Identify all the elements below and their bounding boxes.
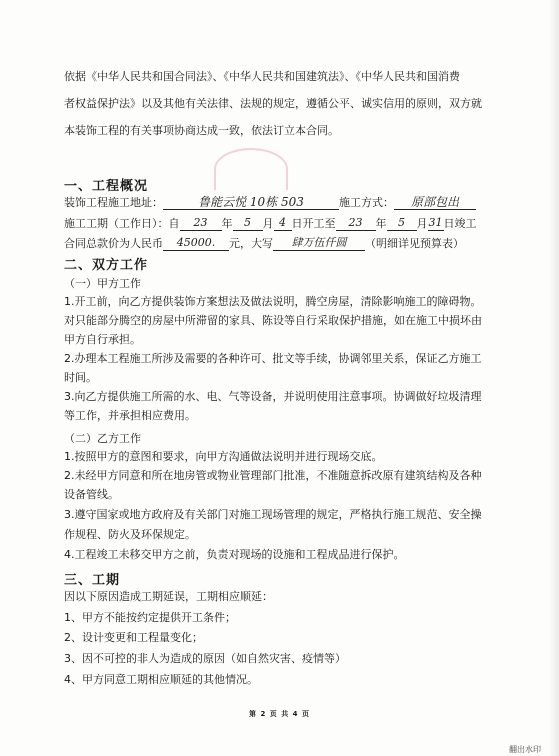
address-row xyxy=(64,195,476,210)
page-number: 第 2 页 共 4 页 xyxy=(249,710,310,718)
section-3-title: 三、工期 xyxy=(64,573,121,588)
year-label-2: 年 xyxy=(375,217,387,230)
end-suffix: 日竣工 xyxy=(443,217,477,230)
party-b-line: 4.工程竣工未移交甲方之前，负责对现场的设施和工程成品进行保护。 xyxy=(64,548,405,561)
party-a-line: 对只能部分腾空的房屋中所滞留的家具、陈设等自行采取保护措施，如在施工中损坏由 xyxy=(64,314,482,327)
address-label: 装饰工程施工地址： xyxy=(64,196,163,209)
party-b-line: 设备管线。 xyxy=(64,488,119,501)
party-b-line: 2.未经甲方同意和所在地房管或物业管理部门批准，不准随意拆改原有建筑结构及各种 xyxy=(64,469,482,482)
seal-stamp-mark xyxy=(214,148,288,190)
method-label: 施工方式： xyxy=(339,196,394,209)
end-month: 5 xyxy=(387,216,417,231)
start-year: 23 xyxy=(180,216,222,231)
intro-line-1: 依据《中华人民共和国合同法》、《中华人民共和国建筑法》、《中华人民共和国消费 xyxy=(64,70,460,83)
start-day: 4 xyxy=(274,216,292,231)
intro-line-3: 本装饰工程的有关事项协商达成一致，依法订立本合同。 xyxy=(64,124,339,137)
period-row xyxy=(64,216,477,231)
end-year: 23 xyxy=(336,216,376,231)
party-a-line: 3.向乙方提供施工所需的水、电、气等设备，并说明使用注意事项。协调做好垃圾清理 xyxy=(64,390,482,403)
party-a-line: 2.办理本工程施工所涉及需要的各种许可、批文等手续，协调邻里关系，保证乙方施工 xyxy=(64,352,482,365)
party-b-line: 3.遵守国家或地方政府及有关部门对施工现场管理的规定，严格执行施工规范、安全操 xyxy=(64,508,482,521)
price-note: （明细详见预算表） xyxy=(365,237,464,250)
page-edge-shadow xyxy=(549,0,559,756)
party-a-title: （一）甲方工作 xyxy=(64,277,141,290)
party-b-line: 作规程、防火及环保规定。 xyxy=(64,528,196,541)
corner-mark: 翻出水印 xyxy=(509,745,541,754)
party-a-line: 1.开工前，向乙方提供装饰方案想法及做法说明，腾空房屋，清除影响施工的障碍物。 xyxy=(64,295,482,308)
year-label-1: 年 xyxy=(221,217,233,230)
price-unit: 元，大写 xyxy=(229,237,273,250)
start-suffix: 日开工至 xyxy=(291,217,336,230)
end-day: 31 xyxy=(428,216,443,229)
intro-line-2: 者权益保护法》以及其他有关法律、法规的规定，遵循公平、诚实信用的原则，双方就 xyxy=(64,97,482,110)
party-a-line: 等工作，并承担相应费用。 xyxy=(64,409,196,422)
schedule-line: 因以下原因造成工期延误，工期相应顺延： xyxy=(64,590,273,603)
price-row xyxy=(64,236,464,251)
period-label: 施工工期（工作日）：自 xyxy=(64,217,180,230)
price-label: 合同总款价为人民币 xyxy=(64,237,163,250)
month-label-1: 月 xyxy=(262,217,274,230)
month-label-2: 月 xyxy=(416,217,428,230)
address-value: 鲁能云悦 10栋 503 xyxy=(163,195,339,210)
party-a-line: 甲方自行承担。 xyxy=(64,333,141,346)
schedule-line: 2、设计变更和工程量变化； xyxy=(64,631,203,644)
party-a-line: 时间。 xyxy=(64,371,97,384)
schedule-line: 3、因不可控的非人为造成的原因（如自然灾害、疫情等） xyxy=(64,652,346,665)
section-2-title: 二、双方工作 xyxy=(64,258,149,273)
method-value: 原部包出 xyxy=(394,195,476,210)
price-in-words: 肆万伍仟圆 xyxy=(273,236,365,251)
party-b-title: （二）乙方工作 xyxy=(64,432,141,445)
start-month: 5 xyxy=(233,216,263,231)
party-b-line: 1.按照甲方的意图和要求，向甲方沟通做法说明并进行现场交底。 xyxy=(64,450,383,463)
section-1-title: 一、工程概况 xyxy=(64,179,149,194)
schedule-line: 1、甲方不能按约定提供开工条件； xyxy=(64,611,236,624)
price-value: 45000. xyxy=(163,236,229,251)
schedule-line: 4、甲方同意工期相应顺延的其他情况。 xyxy=(64,673,258,686)
